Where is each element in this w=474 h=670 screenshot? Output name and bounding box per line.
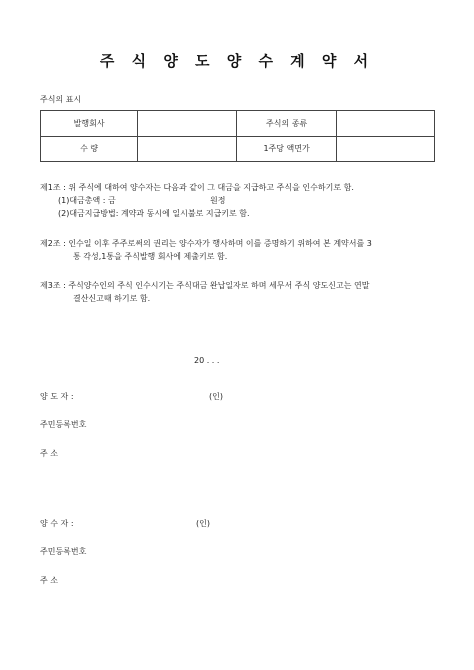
table-row <box>41 136 435 162</box>
clause-3-line-1: 제3조 : 주식양수인의 주식 인수시기는 주식대금 완납일자로 하며 세무서 주식 양도신고는 연말 <box>40 281 370 290</box>
clause-1-text: 제1조 : 위 주식에 대하여 양수자는 다음과 같이 그 대금을 지급하고 주식을 인수하기로 함. <box>40 183 354 192</box>
clause-1-payment-method: (2)대금지급방법: 계약과 동시에 일시불로 지급키로 함. <box>58 209 250 218</box>
table-cell: 1주당 액면가 <box>237 136 336 162</box>
transferee-seal: (인) <box>196 519 210 528</box>
transferee-address-label: 주 소 <box>40 576 58 585</box>
clause-3-line-2: 결산신고때 하기로 함. <box>73 294 151 303</box>
table-cell: 발행회사 <box>41 111 138 137</box>
clause-2-line-1: 제2조 : 인수일 이후 주주로써의 권리는 양수자가 행사하며 이를 증명하기 위하여 본 계약서를 3 <box>40 239 372 248</box>
transferor-seal: (인) <box>209 392 223 401</box>
date-line: 20 . . . <box>194 356 220 365</box>
table-cell: 수 량 <box>41 136 138 162</box>
table-cell <box>138 111 237 137</box>
table-cell <box>138 136 237 162</box>
section-label: 주식의 표시 <box>40 95 82 104</box>
transferor-label: 양 도 자 : <box>40 392 74 401</box>
table-cell: 주식의 종류 <box>237 111 336 137</box>
table-cell <box>336 136 434 162</box>
transferee-label: 양 수 자 : <box>40 519 74 528</box>
clause-1-amount-unit: 원정 <box>210 196 226 205</box>
clause-2-line-2: 통 각성,1통을 주식발행 회사에 제출키로 함. <box>73 252 228 261</box>
stock-info-table <box>40 110 435 162</box>
clause-1-total-amount: (1)대금총액 : 금 <box>58 196 116 205</box>
transferee-resident-number-label: 주민등록번호 <box>40 547 87 556</box>
table-cell <box>336 111 434 137</box>
transferor-resident-number-label: 주민등록번호 <box>40 420 87 429</box>
transferor-address-label: 주 소 <box>40 449 58 458</box>
document-title: 주 식 양 도 양 수 계 약 서 <box>99 52 375 70</box>
table-row <box>41 111 435 137</box>
